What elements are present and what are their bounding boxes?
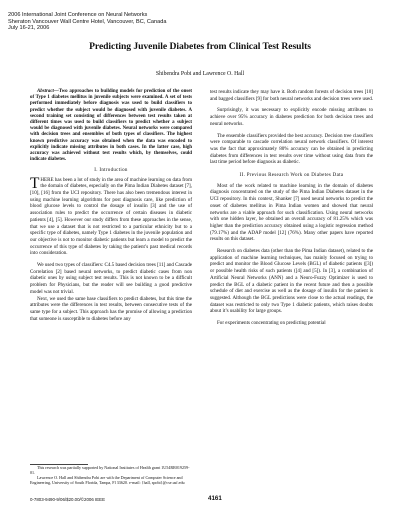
abstract-text: —Two approaches to building models for prediction of the onset of Type 1 diabetes mellitus in juvenile subjects were examined. A set of tests performed immediately before diagnosis was used to build classifiers to predict whether the subject would be diagnosed with juvenile diabetes. A second training set consisting of differences between test results taken at different times was used to build classifiers to predict whether a subject would be diagnosed with juvenile diabetes. Neural networks were compared with decision trees and ensembles of both types of classifiers. The highest known predictive accuracy was obtained when the data was encoded to explicitly indicate missing attributes in both cases. In the latter case, high accuracy was achieved without test results which, by themselves, could indicate diabetes.	[30, 89, 192, 163]
paper-title: Predicting Juvenile Diabetes from Clinical Test Results	[89, 41, 311, 52]
right-paragraph-1: test results indicate they may have it. Both random forests of decision trees [10] and bagged classifiers [9] for both neural networks and decision trees were used.	[210, 89, 373, 102]
section-heading-introduction: I. Introduction	[94, 168, 128, 174]
intro-paragraph-1-text: HERE has been a lot of study in the area of machine learning on data from the domain of diabetes, especially on the Pima Indian Diabetes dataset [7], [10], [16] from the UCI repository. There has also been tremendous interest in using machine learning algorithms for post diagnosis care, like prediction of blood glucose levels to control the dosage of insulin [3] and the use of association rules to predict the occurrence of certain diseases in diabetic patients [4], [5]. However our study differs from these approaches in the sense, that we use a dataset that is not restricted to a particular ethnicity but to a specific type of diabetes, namely Type 1 diabetes in the juvenile population and our objective is not to monitor diabetic patients but learn a model to predict the occurrence of this type of diabetes by taking the patient’s past medical records into consideration.	[30, 176, 192, 257]
right-paragraph-3: The ensemble classifiers provided the best accuracy. Decision tree classifiers were comparable to cascade correlation neural network classifiers. Of interest was the fact that approximately 80% accuracy can be obtained in predicting diabetes from differences in test results over time without using data from the last time period before diagnosis as diabetic.	[210, 132, 373, 166]
intro-paragraph-2: We used two types of classifiers: C4.5 based decision trees [11] and Cascade Correlation [2] based neural networks, to predict diabetic cases from non diabetic ones by using subject test results. This is not known to be a difficult problem for Physicians, but the reader will see building a good predictive model was not trivial.	[30, 262, 192, 295]
page-number: 4161	[208, 495, 222, 502]
abstract	[30, 89, 192, 163]
footnote-funding: This research was partially supported by National Institutes of Health grant 1U54RR019259-01.	[30, 465, 190, 475]
conference-dates: July 16-21, 2006	[8, 25, 50, 32]
right-paragraph-4: Most of the work related to machine learning in the domain of diabetes diagnosis concentrated on the study of the Pima Indian Diabetes dataset in the UCI repository. In this context, Shanker [7] used neural networks to predict the onset of diabetes mellitus in Pima Indian women and showed that neural networks are a viable approach for such classification. Using neural networks with one hidden layer, he obtained an overall accuracy of 81.25% which was higher than the prediction accuracy obtained using a logistic regression method (79.17%) and the ADAP model [12] (76%). Many other papers have reported results on this dataset.	[210, 182, 373, 243]
intro-paragraph-1	[30, 174, 192, 257]
conference-venue: Sheraton Vancouver Wall Centre Hotel, Vancouver, BC, Canada	[8, 18, 167, 25]
left-column	[30, 89, 192, 322]
conference-name: 2006 International Joint Conference on Neural Networks	[8, 12, 148, 18]
paper-authors: Shibendra Pobi and Lawrence O. Hall	[155, 71, 245, 77]
conference-header	[8, 12, 166, 32]
footnote	[30, 466, 192, 486]
abstract-label: Abstract	[37, 89, 54, 94]
isbn-line: 0-7803-9490-9/06/$20.00/©2006 IEEE	[30, 497, 106, 502]
right-paragraph-2: Surprisingly, it was necessary to explicitly encode missing attributes to achieve over 95% accuracy in diabetes prediction for both decision trees and neural networks.	[210, 107, 373, 127]
drop-cap: T	[30, 174, 40, 192]
footnote-affiliation: Lawrence O. Hall and Shibendra Pobi are with the Department of Computer Science and Engineering, University of South Florida, Tampa, Fl 33620. e-mail: {hall, spobi}@cse.usf.edu	[30, 474, 185, 485]
right-column	[210, 89, 373, 327]
intro-paragraph-3: Next, we used the same base classifiers to predict diabetes, but this time the attributes were the differences in test results, between consecutive tests of the same type for a subject. This approach has the promise of allowing a prediction that someone is susceptible to diabetes before any	[30, 295, 192, 322]
section-heading-previous-research: II. Previous Research Work on Diabetes Data	[239, 173, 344, 179]
right-paragraph-6: For experiments concentrating on predicting potential	[217, 320, 326, 327]
right-paragraph-5: Research on diabetes data (other than the Pima Indian dataset), related to the application of machine learning techniques, has mainly focused on trying to predict and monitor the Blood Glucose Levels (BGL) of diabetic patients ([3]) or possible health risks of such patients ([4] and [5]). In [3], a combination of Artificial Neural Networks (ANN) and a Neuro-Fuzzy Optimizer is used to predict the BGL of a diabetic patient in the recent future and then a possible schedule of diet and exercise as well as the dosage of insulin for the patient is suggested. Although the BGL predictions were close to the actual readings, the dataset was restricted to only two Type 1 diabetic patients, which raises doubts about it’s usability for large groups.	[210, 248, 373, 315]
